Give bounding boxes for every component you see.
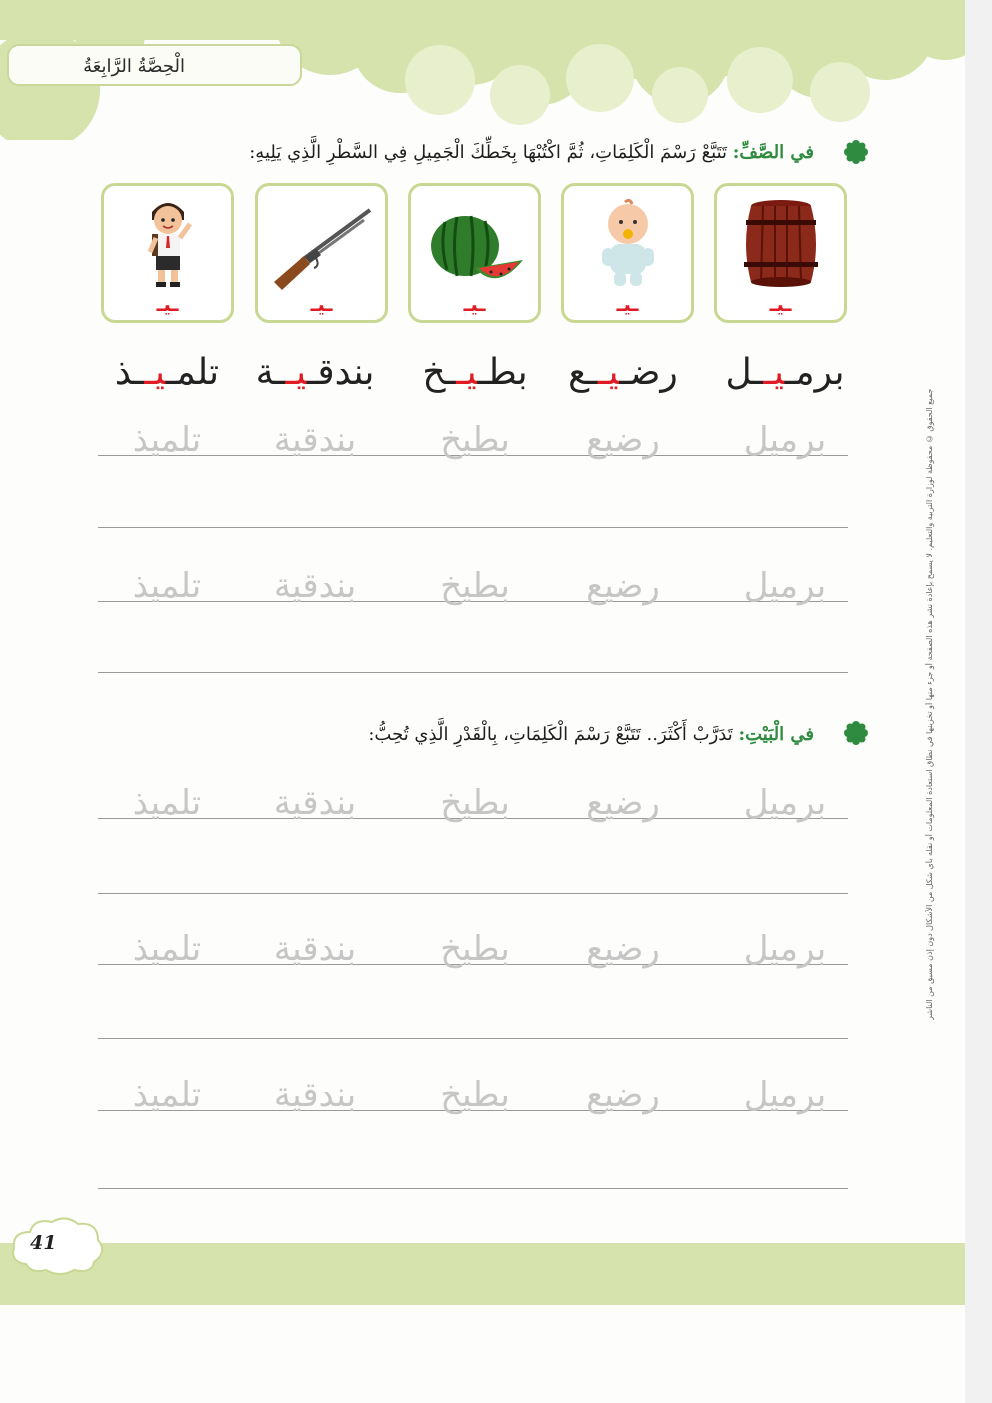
writing-line[interactable]: [98, 527, 848, 528]
trace-word[interactable]: بندقية: [273, 566, 357, 606]
trace-word[interactable]: تلميذ: [132, 1075, 202, 1115]
footer-band: [0, 1243, 965, 1305]
trace-word[interactable]: رضيع: [586, 420, 660, 460]
letter-ya: ـيـ: [616, 292, 639, 316]
writing-line[interactable]: [98, 893, 848, 894]
trace-word[interactable]: بطيخ: [440, 929, 510, 969]
lesson-title: الْحِصَّةُ الرَّابِعَةُ: [83, 56, 185, 77]
trace-word[interactable]: رضيع: [586, 929, 660, 969]
lesson-header: [7, 44, 302, 86]
trace-word[interactable]: بندقية: [273, 783, 357, 823]
trace-word[interactable]: بندقية: [273, 1075, 357, 1115]
picture-card-baby: [561, 183, 694, 323]
picture-card-barrel: [714, 183, 847, 323]
highlighted-letter: يـ: [456, 352, 478, 393]
instruction-lead: في الصَّفِّ:: [732, 142, 814, 163]
trace-word[interactable]: بندقية: [273, 929, 357, 969]
model-word-battikh: بطـيــخ: [422, 352, 528, 393]
letter-ya: ـيـ: [310, 292, 333, 316]
barrel-icon: [731, 194, 831, 294]
trace-word[interactable]: برميل: [743, 566, 827, 606]
trace-word[interactable]: بطيخ: [440, 783, 510, 823]
letter-ya: ـيـ: [769, 292, 792, 316]
highlighted-letter: يـ: [597, 352, 620, 393]
copyright-note: جميع الحقوق © محفوظة لوزارة التربية والتعليم. لا يسمح بإعادة نشر هذه الصفحة أو جزء منها أو تخزينها في نطاق استعادة المعلومات أو نقله بأي شكل من الأشكال دون إذن مسبق من الناشر: [925, 388, 934, 1020]
baby-icon: [578, 194, 678, 294]
letter-ya: ـيـ: [156, 292, 179, 316]
page-number: 41: [30, 1232, 57, 1254]
highlighted-letter: يـ: [144, 352, 166, 393]
classroom-instruction: [249, 142, 814, 163]
picture-card-rifle: [255, 183, 388, 323]
instruction-text: تَدَرَّبْ أَكْثَرَ.. تَتَبَّعْ رَسْمَ الْكَلِمَاتِ، بِالْقَدْرِ الَّذِي تُحِبُّ:: [368, 724, 739, 745]
trace-word[interactable]: بطيخ: [440, 566, 510, 606]
trace-word[interactable]: رضيع: [586, 566, 660, 606]
rifle-icon: [272, 194, 372, 294]
homework-instruction: [368, 724, 814, 745]
picture-card-watermelon: [408, 183, 541, 323]
instruction-text: تَتَبَّعْ رَسْمَ الْكَلِمَاتِ، ثُمَّ اكْتُبْهَا بِخَطِّكَ الْجَمِيلِ فِي السَّطْرِ الَّذِي يَلِيهِ:: [249, 142, 733, 163]
trace-word[interactable]: تلميذ: [132, 566, 202, 606]
watermelon-icon: [425, 194, 525, 294]
flower-bullet-icon: [843, 720, 869, 746]
page-number-cloud: [8, 1212, 108, 1278]
page-edge: [965, 0, 992, 1403]
writing-line[interactable]: [98, 672, 848, 673]
trace-word[interactable]: بندقية: [273, 420, 357, 460]
trace-word[interactable]: بطيخ: [440, 1075, 510, 1115]
model-word-radi: رضـيــع: [568, 352, 678, 393]
trace-word[interactable]: رضيع: [586, 783, 660, 823]
trace-word[interactable]: تلميذ: [132, 929, 202, 969]
trace-word[interactable]: برميل: [743, 420, 827, 460]
picture-card-schoolboy: [101, 183, 234, 323]
instruction-lead: في الْبَيْتِ:: [738, 724, 814, 745]
writing-line[interactable]: [98, 1188, 848, 1189]
trace-word[interactable]: رضيع: [586, 1075, 660, 1115]
model-word-tilmidh: تلمـيــذ: [114, 352, 220, 393]
highlighted-letter: يـ: [763, 352, 785, 393]
trace-word[interactable]: تلميذ: [132, 420, 202, 460]
schoolboy-icon: [118, 194, 218, 294]
model-word-barmil: برمـيــل: [725, 352, 845, 393]
trace-word[interactable]: برميل: [743, 1075, 827, 1115]
trace-word[interactable]: برميل: [743, 783, 827, 823]
trace-word[interactable]: تلميذ: [132, 783, 202, 823]
model-word-bunduqiya: بندقـيــة: [255, 352, 375, 393]
trace-word[interactable]: برميل: [743, 929, 827, 969]
writing-line[interactable]: [98, 1038, 848, 1039]
highlighted-letter: يـ: [285, 352, 307, 393]
flower-bullet-icon: [843, 139, 869, 165]
trace-word[interactable]: بطيخ: [440, 420, 510, 460]
letter-ya: ـيـ: [463, 292, 486, 316]
